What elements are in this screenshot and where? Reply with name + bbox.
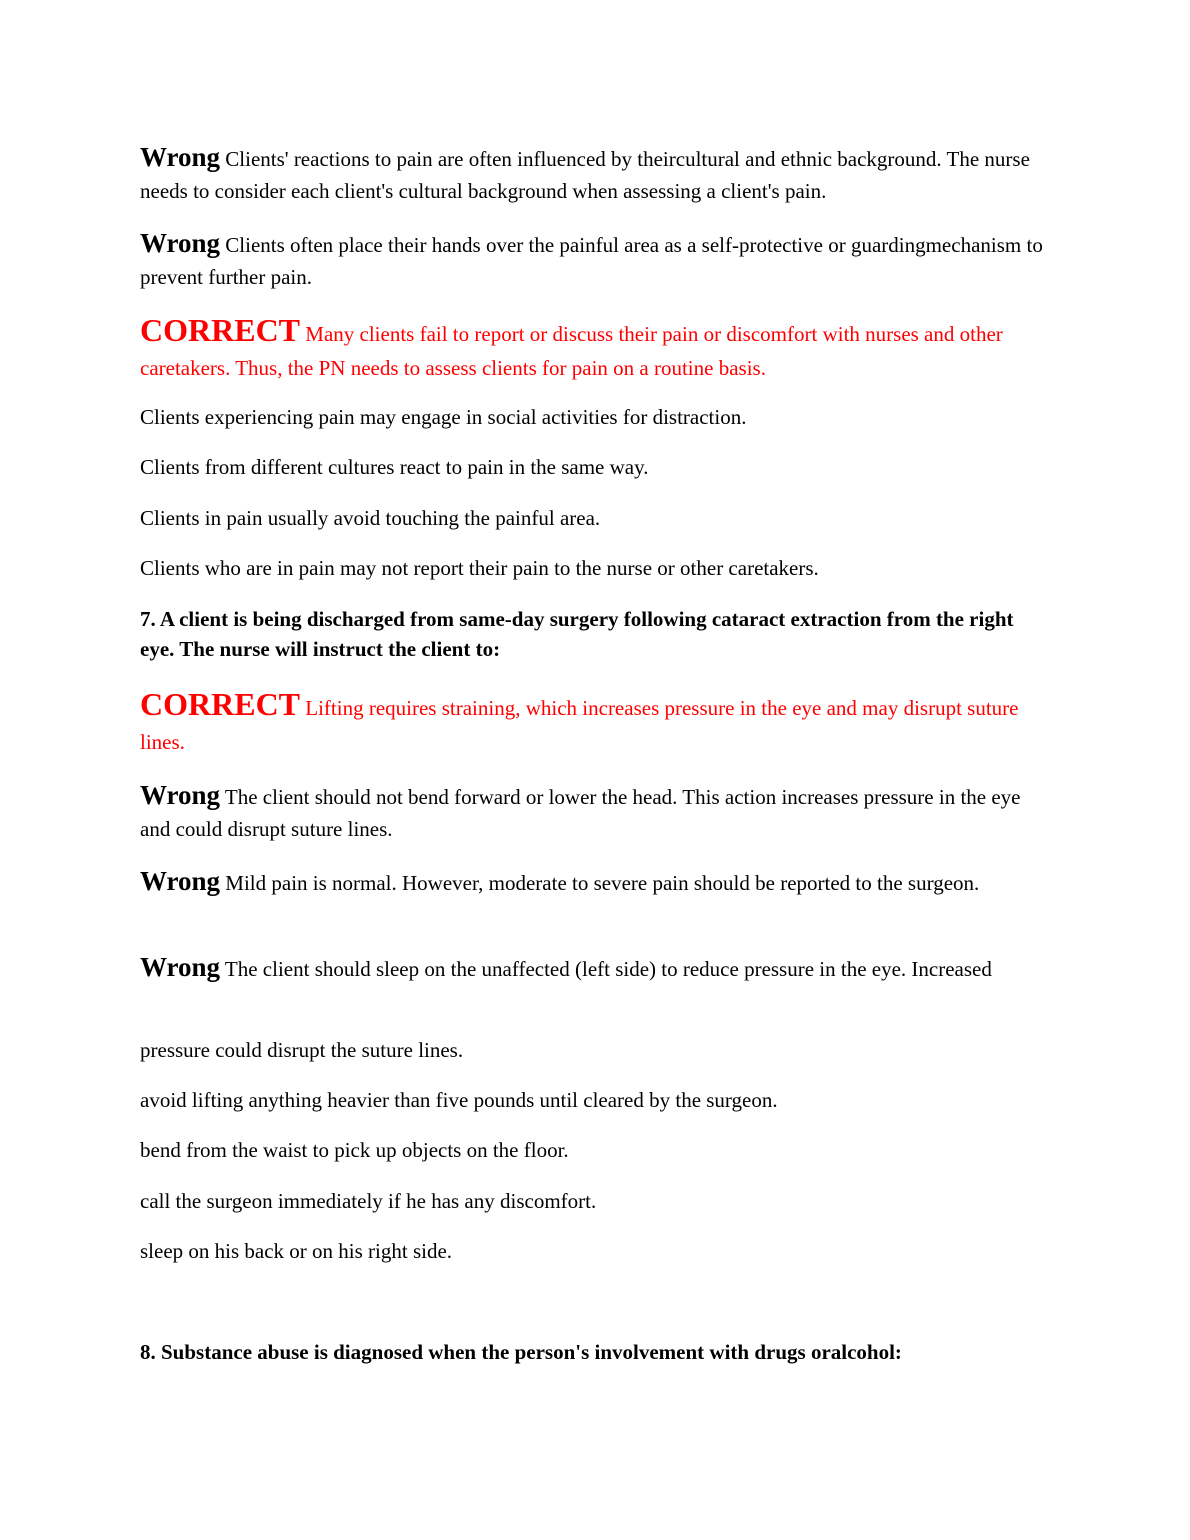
verdict-label: Wrong bbox=[140, 142, 221, 172]
verdict-label: Wrong bbox=[140, 952, 221, 982]
answer-option: call the surgeon immediately if he has any discomfort. bbox=[140, 1189, 597, 1213]
explanation-wrong bbox=[140, 779, 1050, 845]
explanation-wrong bbox=[140, 141, 1050, 207]
explanation-correct bbox=[140, 687, 1050, 759]
answer-option: bend from the waist to pick up objects on the floor. bbox=[140, 1138, 569, 1162]
verdict-label: CORRECT bbox=[140, 686, 301, 722]
answer-option: Clients experiencing pain may engage in social activities for distraction. bbox=[140, 405, 747, 429]
question-heading: 8. Substance abuse is diagnosed when the person's involvement with drugs oralcohol: bbox=[140, 1340, 902, 1364]
verdict-label: Wrong bbox=[140, 780, 221, 810]
explanation-wrong bbox=[140, 951, 1050, 985]
explanation-continuation: pressure could disrupt the suture lines. bbox=[140, 1038, 464, 1062]
explanation-text: Clients' reactions to pain are often influenced by theircultural and ethnic background. The nurse needs to consider each client's cultural background when assessing a client's pain. bbox=[140, 147, 1030, 203]
verdict-label: CORRECT bbox=[140, 312, 301, 348]
explanation-text: Mild pain is normal. However, moderate to severe pain should be reported to the surgeon. bbox=[225, 871, 980, 895]
verdict-label: Wrong bbox=[140, 866, 221, 896]
answer-option: avoid lifting anything heavier than five pounds until cleared by the surgeon. bbox=[140, 1088, 778, 1112]
explanation-text: Many clients fail to report or discuss their pain or discomfort with nurses and other caretakers. Thus, the PN needs to assess clients for pain on a routine basis. bbox=[140, 322, 1003, 380]
explanation-wrong bbox=[140, 227, 1050, 293]
explanation-text: Lifting requires straining, which increases pressure in the eye and may disrupt suture lines. bbox=[140, 696, 1019, 754]
explanation-text: The client should sleep on the unaffected (left side) to reduce pressure in the eye. Increased bbox=[224, 957, 992, 981]
answer-option: Clients in pain usually avoid touching the painful area. bbox=[140, 506, 601, 530]
explanation-wrong bbox=[140, 865, 1050, 899]
answer-option: Clients who are in pain may not report their pain to the nurse or other caretakers. bbox=[140, 556, 819, 580]
explanation-text: Clients often place their hands over the painful area as a self-protective or guardingmechanism to prevent further pain. bbox=[140, 233, 1043, 289]
answer-option: sleep on his back or on his right side. bbox=[140, 1239, 453, 1263]
explanation-text: The client should not bend forward or lower the head. This action increases pressure in the eye and could disrupt suture lines. bbox=[140, 785, 1021, 841]
answer-option: Clients from different cultures react to pain in the same way. bbox=[140, 455, 649, 479]
question-heading: 7. A client is being discharged from same-day surgery following cataract extraction from the right eye. The nurse will instruct the client to: bbox=[140, 607, 1014, 661]
verdict-label: Wrong bbox=[140, 228, 221, 258]
explanation-correct bbox=[140, 313, 1050, 385]
